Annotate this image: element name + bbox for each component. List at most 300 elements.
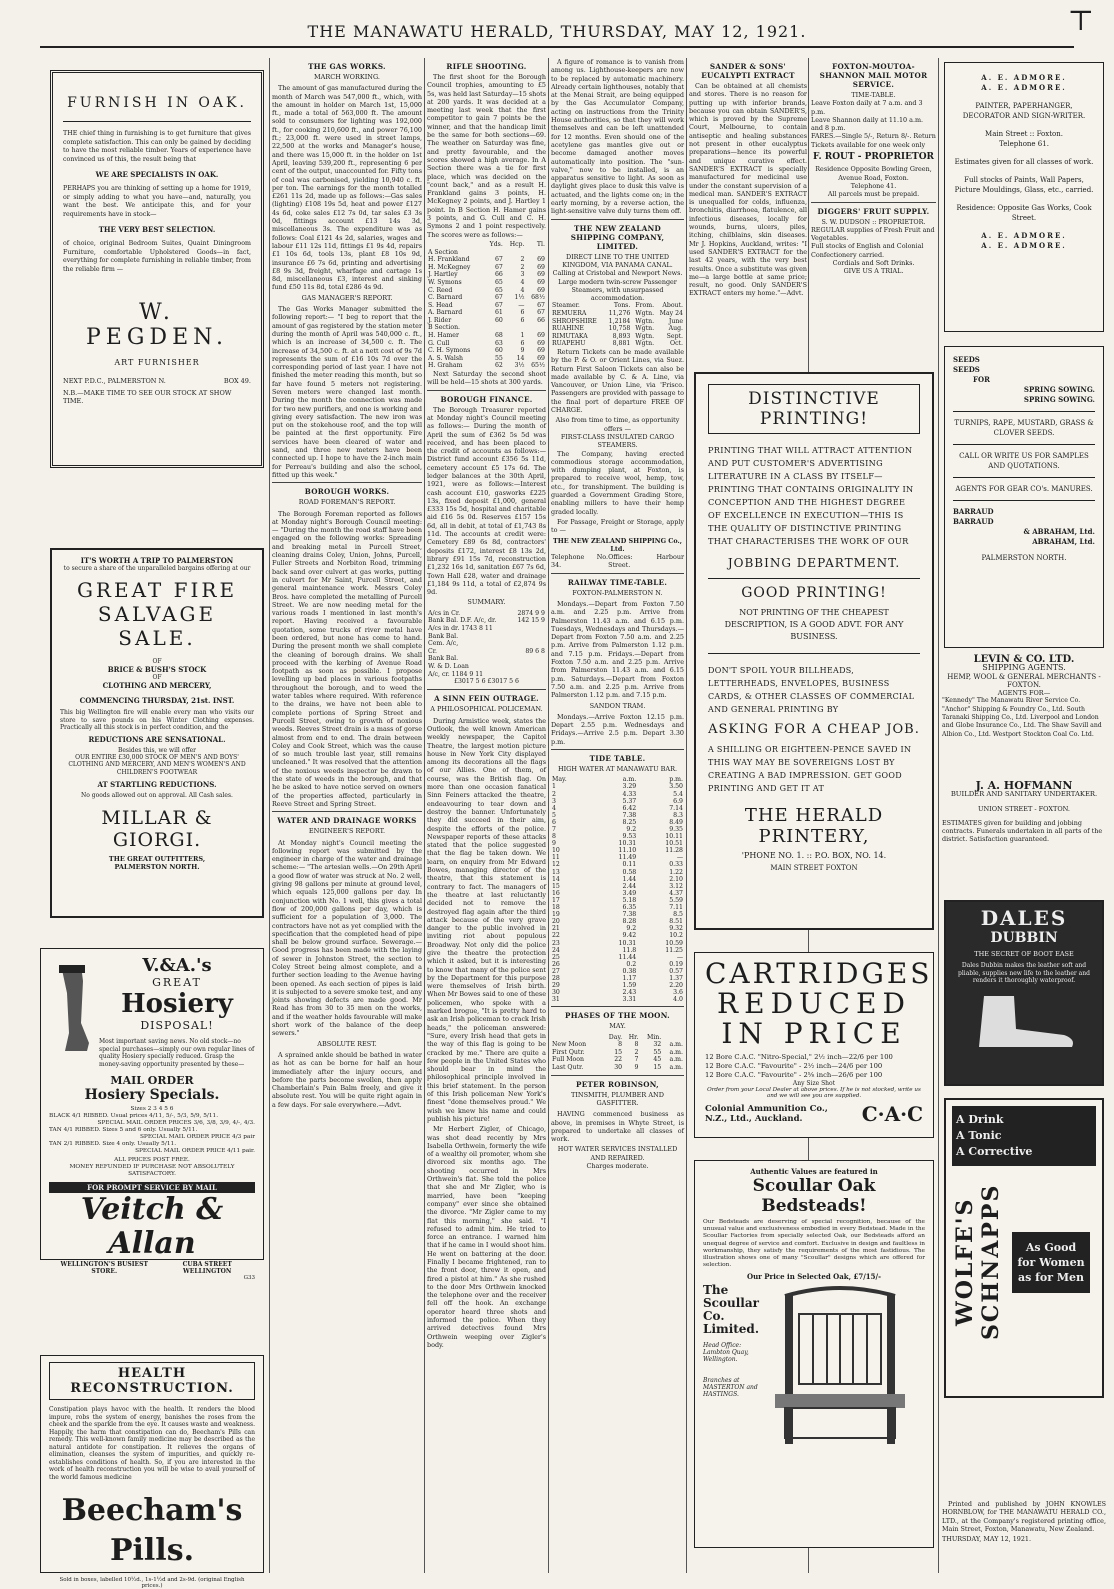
table-row: [551, 826, 684, 833]
table-cell: 17: [552, 896, 560, 904]
table-cell: 6: [520, 316, 525, 324]
article-paragraph: At Monday night's Council meeting the following report was submitted by the engineer in charge of the water and drainage scheme:— "The artesian wells.—On 29th April a good flow of water was struck at No. 2 well, giving 98 gallons per minute at ground level, which equals 125,000 gallons per day. In conjunction with No. 1 well, this gives a total flow of 200,000 gallons per day, which is sufficient for a population of 3,000. The contractors have not as yet complied with the specification that the completed head of pipe shall be below ground surface. Sewerage.—Good progress has been made with the laying of sewer in Johnston Street, the section to Coley Street being almost complete, and a further section leading to the Avenue having been opened. As each section of pipes is laid it is subjected to a severe smoke test, and any joints showing defects are made good. Mr Read has from 30 to 35 men on the works, and if the weather holds favourable will make short work of the balance of the deep sewers.": [272, 838, 422, 1038]
table-cell: 9: [520, 347, 525, 355]
table-cell: 13: [552, 868, 560, 876]
table-cell: 3: [520, 271, 525, 279]
table-row: [551, 833, 684, 840]
table-row: [551, 968, 684, 975]
table-cell: H. McKegney: [428, 263, 471, 271]
table-row: [551, 1041, 684, 1049]
summary-total: £3017 5 6 £3017 5 6: [454, 678, 519, 686]
table-cell: 8.5: [673, 911, 683, 919]
table-cell: 55: [653, 1048, 662, 1056]
article-subheading: ROAD FOREMAN'S REPORT.: [298, 498, 396, 507]
table-cell: —: [676, 854, 683, 862]
table-cell: 0.33: [669, 861, 683, 869]
table-cell: 0.57: [669, 967, 683, 975]
hofmann-builder-ad: [942, 779, 1106, 886]
ad-title: Scoullar Oak Bedsteads!: [752, 1176, 876, 1216]
column-divider: [548, 58, 549, 1573]
table-cell: 16: [552, 889, 560, 897]
table-cell: 9.2: [626, 925, 637, 933]
table-cell: 9.2: [626, 826, 637, 833]
ad-paragraph: DON'T SPOIL YOUR BILLHEADS, LETTERHEADS, ENVELOPES, BUSINESS CARDS, & OTHER CLASSES OF COMMERCIAL AND GENERAL PRINTING BY: [708, 666, 915, 714]
table-cell: 7.38: [622, 811, 637, 819]
table-cell: 68: [494, 332, 503, 340]
table-cell: C. H. Symons: [428, 347, 471, 355]
ad-title: SALVAGE SALE.: [97, 602, 217, 650]
table-cell: J. Rider: [428, 316, 452, 324]
ad-text: OUR ENTIRE £30,000 STOCK OF MEN'S AND BOYS' CLOTHING AND MERCERY, AND MEN'S WOMEN'S AND CHILDREN'S FOOTWEAR: [68, 753, 246, 776]
table-cell: 6.9: [673, 797, 683, 805]
table-row: [427, 271, 546, 279]
table-cell: —: [518, 301, 525, 309]
ad-subhead: SPRING SOWING.: [1023, 385, 1095, 394]
table-cell: 6.35: [622, 904, 637, 912]
firm-name: The Scoullar Co. Limited.: [703, 1283, 759, 1337]
price-line: SPECIAL MAIL ORDER PRICES 3/6, 3/8, 3/9, 4/-, 4/3.: [97, 1120, 255, 1126]
table-cell: 3.49: [622, 889, 637, 897]
firm-name: W. PEGDEN.: [86, 300, 228, 350]
table-cell: 1.44: [622, 875, 637, 883]
table-cell: Tl.: [536, 240, 545, 248]
table-row: [427, 241, 546, 249]
table-cell: RUAPEHU: [552, 340, 586, 348]
table-cell: 22: [614, 1056, 623, 1064]
ad-text: Main Street :: Foxton.: [985, 130, 1063, 138]
masthead: [0, 0, 1114, 56]
article-paragraph: The first shoot for the Borough Council trophies, amounting to £5 5s, was held last Saturday—15 shots at 200 yards. It was decided at a meeting last week that the first competitor to gain 7 points be the winner, and that the handicap limit be the same for both sections—69. The weather on Saturday was fine, and pretty favourable, and the scores showed a high average. In A Section there was a tie for first place, which was decided on the "count back," and as a result H. Frankland gains 3 points, H. McKegney 2 points, and J. Hartley 1 point. In B Section H. Hamer gains 3 points, and G. Cull and C. H. Symons 2 and 1 point respectively. The scores were as follows:—: [427, 73, 546, 239]
ad-title: A Tonic: [956, 1129, 1002, 1142]
column-divider: [269, 58, 270, 1573]
table-cell: 69: [537, 271, 545, 279]
firm-name: MILLAR & GIORGI.: [101, 806, 213, 851]
table-cell: p.m.: [669, 776, 683, 784]
table-row: [551, 932, 684, 939]
ad-text: TIME-TABLE.: [851, 91, 896, 99]
table-cell: 65½: [531, 362, 545, 370]
article-subheading: FOXTON-PALMERSTON N.: [572, 588, 663, 597]
table-row: [551, 333, 684, 341]
ad-title: FURNISH IN OAK.: [67, 95, 247, 111]
ad-brand: V.&A.'s: [142, 955, 212, 976]
ad-title: SANDER & SONS' EUCALYPTI EXTRACT: [701, 62, 795, 80]
table-cell: 4: [520, 286, 525, 294]
table-row: [427, 610, 546, 618]
article-subheading: ENGINEER'S REPORT.: [308, 827, 386, 836]
imprint-date: THURSDAY, MAY 12, 1921.: [942, 1535, 1031, 1544]
table-cell: 60: [494, 347, 503, 355]
table-cell: Tons.: [613, 302, 631, 310]
ad-lead: Authentic Values are featured in: [750, 1167, 878, 1176]
brand-name: WOLFE'S SCHNAPPS: [952, 1183, 1004, 1341]
ad-paragraph: Can be obtained at all chemists and stores. There is no reason for putting up with inferior brands, because you can obtain SANDER'S, which is proved by the Supreme Court, Melbourne, to contain antiseptic and healing substances not present in other eucalyptus preparations—hence its powerful and unique curative effect. SANDER'S EXTRACT is specially manufactured for medicinal use under the constant supervision of a medical man. SANDER'S EXTRACT is unequalled for colds, influenza, bronchitis, diarrhoea, flatulence, all infectious diseases, locally for wounds, burns, ulcers, piles, itching, chilblains, skin diseases. Mr J. Hopkins, Auckland, writes: "I used SANDER'S EXTRACT for the last 42 years, with the very best results. Once a substitute was given me—a large bottle at same price; result, no good. Only SANDER'S EXTRACT enters my home."—Advt.: [689, 82, 807, 298]
table-row: [551, 925, 684, 932]
table-cell: 69: [537, 339, 545, 347]
firm-name: A. E. ADMORE.: [981, 241, 1067, 250]
ad-text: Any Size Shot: [792, 1080, 836, 1087]
ad-text: REGULAR supplies of Fresh Fruit and Vegetables.: [811, 225, 935, 243]
article-paragraph: For Passage, Freight or Storage, apply to —: [551, 517, 684, 535]
article-paragraph: Mr Herbert Zigler, of Chicago, was shot dead recently by Mrs Isabella Orthwein, formerly the wife of a wealthy oil promoter, whom she divorced six months ago. The shooting occurred in Mrs Orthwein's flat. She told the police that she and Mr Zigler, who is married, have been "keeping company" ever since she obtained the divorce. "Mr Zigler came to my flat this morning," she said. "I refused to admit him. He tried to force an entrance. I warned him that if he came in I would shoot him. He went on battering at the door. Finally I became frightened, ran to the front door, threw it open, and fired a pistol at him." As she rushed to the door Mrs Orthwein knocked the telephone over and the receiver fell off the hook. An exchange operator heard three shots and informed the police. When they arrived detectives found Mrs Orthwein weeping over Zigler's body.: [427, 1125, 547, 1349]
ad-subhead: JOBBING DEPARTMENT.: [727, 556, 901, 570]
shipping-ports: Calling at Cristobal and Newport News.: [552, 269, 683, 278]
firm-trade: ART FURNISHER: [114, 358, 200, 367]
table-cell: 0.11: [622, 861, 637, 869]
shipping-route: DIRECT LINE TO THE UNITED KINGDOM, VIA PANAMA CANAL.: [562, 252, 673, 269]
table-cell: 6: [552, 818, 556, 826]
table-cell: a.m.: [669, 1048, 683, 1056]
table-cell: Wgtn.: [635, 340, 655, 348]
table-row: [427, 279, 546, 287]
masthead-rule: [40, 46, 1074, 48]
ad-date: COMMENCING THURSDAY, 21st. INST.: [79, 696, 235, 705]
table-cell: 7: [634, 1056, 639, 1064]
table-row: [551, 897, 684, 904]
table-cell: 65: [494, 286, 503, 294]
article-text: Also from time to time, as opportunity offers —: [555, 416, 680, 433]
moon-phases-table: [551, 1034, 684, 1072]
ad-band: FOR PROMPT SERVICE BY MAIL: [49, 1182, 255, 1193]
table-cell: 21: [552, 925, 560, 933]
ad-text: Besides this, we will offer: [117, 746, 197, 754]
ad-text: Residence Opposite Bowling Green, Avenue Road, Foxton.: [815, 165, 932, 182]
ad-text: PALMERSTON NORTH.: [981, 554, 1067, 562]
ad-paragraph: This big Wellington fire will enable every man who visits our store to save pounds on his Winter Clothing expenses. Practically all this stock is in perfect condition, and the: [60, 709, 254, 732]
table-cell: 23: [552, 939, 560, 947]
table-cell: C. Barnard: [428, 294, 463, 302]
tide-table: [551, 776, 684, 1003]
ad-note: N.B.—MAKE TIME TO SEE OUR STOCK AT SHOW TIME.: [63, 389, 232, 405]
ad-subhead: SHIPPING AGENTS.: [982, 663, 1066, 673]
price-line: SPECIAL MAIL ORDER PRICE 4/11 pair.: [135, 1148, 255, 1154]
article-heading: THE NEW ZEALAND SHIPPING COMPANY, LIMITED.: [570, 223, 665, 251]
ad-paragraph: Constipation plays havoc with the health. It renders the blood impure, robs the system of energy, banishes the roses from the cheek and the sparkle from the eye. It causes waste and weakness. Happily, the harm that constipation can do, Beecham's Pills can remedy. This well-known family medicine may be described as the natural antidote for constipation. It relieves the organs of elimination, cleanses the system of impurities, and quickly re-establishes conditions of health. So, if you are interested in the work of health reconstruction you will be wise to avail yourself of the world famous medicine: [49, 1406, 255, 1481]
article-paragraph: The Gas Works Manager submitted the following report:— "I beg to report that the amount of gas registered by the station meter during the month of April was 540,000 c. ft., which is an increase of 34,500 c. ft. The increase of 34,500 c. ft. at a nett cost of 9s 7d represents the sum of £16 10s 7d over the corresponding period of last year. I have not finished the meter reading this month, but so far have found 5 meters not registering. Seven meters were changed last month. During the month the connection was made for two new purifiers, and one is working and giving every satisfaction. The new iron was put on the stokehouse roof, and the top will be painted at the first opportunity. Fire services have been cleared of water and sand, and three new meters have been connected up. I hope to have the 2-inch main for Perreau's building and also the school, fitted up this week.": [272, 305, 422, 479]
ad-paragraph: ESTIMATES given for building and jobbing contracts. Funerals undertaken in all parts of the district. Satisfaction guaranteed.: [942, 818, 1103, 844]
table-cell: Bank Bal.: [428, 655, 459, 663]
ad-text: ALL PRICES POST FREE.: [114, 1157, 190, 1163]
table-cell: 2.43: [622, 989, 637, 997]
table-cell: a.m.: [622, 776, 637, 784]
table-cell: 5.37: [622, 797, 637, 805]
table-cell: 61: [494, 309, 503, 317]
table-cell: 14: [552, 875, 560, 883]
ad-text: BRICE & BUSH'S STOCK: [107, 665, 207, 674]
table-cell: 9.32: [669, 925, 683, 933]
table-cell: 11.25: [665, 946, 683, 954]
table-cell: 65: [494, 278, 503, 286]
ad-text: Branches at MASTERTON and HASTINGS.: [703, 1377, 758, 1399]
table-cell: 69: [537, 332, 545, 340]
table-row: [551, 904, 684, 911]
table-cell: Cem. A/c,: [428, 640, 459, 648]
table-cell: Day.: [608, 1033, 623, 1041]
table-cell: H. Frankland: [428, 256, 470, 264]
table-cell: H. Graham: [428, 362, 463, 370]
table-cell: 0.58: [622, 868, 637, 876]
ad-code: G33: [243, 1275, 255, 1281]
article-paragraph: The Borough Foreman reported as follows at Monday night's Borough Council meeting:— "During the month the road staff have been engaged on the following works: Spreading and breaking metal in Purcell Street, cleaning drains Coley, Union, Johns, Purcell, Fuller Streets and Norbiton Road, trimming back sand over culvert at gas works, putting in culvert for Mr Saint, Purcell Street, and general maintenance work. Messrs Coley Bros. have completed the metalling of Purcell Street. We are now needing metal for the various roads I mentioned in last month's report. Having received a favourable quotation, some trucks of river metal have been ordered, but none has come to hand. During the present month we shall complete the cleaning of borough drains. We shall proceed with the kerbing of Avenue Road footpath as soon as possible. I propose levelling up bad places in various footpaths throughout the borough, and to weed the water tables where required. With reference to the drains, we have not been able to complete portions of Spring Street and Purcell Street, owing to growth of noxious weeds. Reeves Street drain is a mass of gorse almost from end to end. The drain between Coley and Cook Street, which was the cause of so much trouble last year, still remains uncleaned." It was resolved that the attention of the noxious weeds inspector be drawn to the state of weeds in the borough, and that he be asked to have notice served on owners of the properties affected, particularly in Reeve Street and Spring Street.: [272, 509, 422, 808]
table-cell: 2874 9 9: [517, 609, 545, 617]
article-heading: WATER AND DRAINAGE WORKS: [277, 816, 417, 826]
firm-address: NEXT P.D.C., PALMERSTON N.: [63, 377, 166, 385]
table-cell: 67: [494, 263, 503, 271]
ad-subhead: AT STARTLING REDUCTIONS.: [97, 779, 217, 789]
table-cell: A. Barnard: [428, 309, 463, 317]
ad-text: Cordials and Soft Drinks.: [832, 259, 915, 268]
table-row: [427, 617, 546, 625]
table-cell: J. Hartley: [428, 271, 458, 279]
ad-paragraph: PERHAPS you are thinking of setting up a home for 1919, or simply adding to what you have—and, naturally, you want the best. We anticipate this, and for your requirements have in stock—: [63, 185, 251, 218]
article-paragraph: Mondays.—Depart from Foxton 7.50 a.m. and 2.25 p.m. Arrive from Palmerston 11.43 a.m. and 6.15 p.m. Tuesdays, Wednesdays and Thursdays.—Depart from Foxton 7.50 a.m. and 2.25 p.m. Arrive from Palmerston 1.12 p.m. and 7.15 p.m. Fridays.—Depart from Foxton 7.50 a.m. and 2.25 p.m. Arrive from Palmerston 11.43 a.m. and 6.15 p.m. Saturdays.—Depart from Foxton 7.50 a.m. and 2.25 p.m. Arrive from Palmerston 1.12 p.m. and 7.15 p.m.: [551, 600, 684, 700]
table-cell: 1,2184: [608, 317, 631, 325]
ad-text: FOR: [973, 375, 990, 384]
table-cell: 26: [552, 960, 560, 968]
table-cell: 14: [516, 354, 525, 362]
table-cell: 4.37: [669, 889, 683, 897]
table-cell: 8.49: [669, 818, 683, 826]
ad-slogan: As Good for Women as for Men: [1012, 1232, 1090, 1293]
table-row: [427, 347, 546, 355]
table-row: [551, 798, 684, 805]
ad-text: FARES.—Single 5/-, Return 8/-. Return Tickets available for one week only: [811, 132, 936, 149]
table-cell: G. Cull: [428, 339, 450, 347]
table-cell: [511, 625, 546, 633]
table-cell: Aug.: [668, 325, 683, 333]
table-cell: 69: [537, 278, 545, 286]
table-cell: Hr.: [628, 1033, 639, 1041]
table-cell: a.m.: [669, 1064, 683, 1072]
ad-text: CLOTHING AND MERCERY,: [102, 681, 212, 690]
table-cell: Bank Bal. D.F. A/c, dr.: [428, 617, 497, 625]
table-cell: 0.2: [626, 960, 637, 968]
ad-text: OF: [152, 674, 162, 681]
article-subheading: GAS MANAGER'S REPORT.: [301, 293, 393, 302]
article-text: HOT WATER SERVICES INSTALLED AND REPAIRED.: [557, 1145, 678, 1162]
table-cell: 66: [537, 316, 545, 324]
article-paragraph: During Armistice week, states the Outlook, the well known American weekly newspaper, the Capitol Theatre, the largest motion picture house in New York City displayed among its decorations all the flags of our Allies. One of them, of course, was the British flag. On more than one occasion fanatical Sinn Feiners attacked the theatre, endeavouring to tear down and destroy the banner. Unfortunately they did succeed in their aim, despite the efforts of the police. Newspaper reports of these attacks stated that the police suggested that the flag be taken down. We learn, on enquiry from Mr Edward Bowes, managing director of the theatre, that this statement is contrary to fact. The managers of the theatre at last reluctantly decided not to remove the destroyed flag again after the third attack because of the very grave danger to the public involved in inviting riot about populous Broadway. Not only did the police give the theatre the protection which it asked, but it is interesting to know that many of the police sent by the Department for this purpose were themselves of Irish birth. When Mr Bowes said to one of these policemen, who spoke with a marked brogue, "It is pretty hard to ask an Irish policeman to crack Irish heads," the policeman answered: "Sure, every Irish head that gets in the way of this flag is going to be cracked by me." There are quite a few people in the United States who should bear in mind the philosophical principle involved in this brief statement. In the person of this Irish policeman New York's finest "done themselves proud." We wish we knew his name and could publish his picture!: [427, 716, 546, 1123]
ad-title: REDUCED: [717, 987, 911, 1020]
table-cell: 31: [552, 996, 560, 1004]
table-cell: 1: [520, 332, 525, 340]
cartridges-ad: [694, 952, 934, 1138]
ad-paragraph: Most important saving news. No old stock—no special purchases—simply our own regular lines of quality Hosiery specially reduced. Grasp the money-saving opportunity presented by these—: [99, 1038, 255, 1068]
table-row: [551, 847, 684, 854]
column-divider: [686, 58, 687, 1573]
table-cell: 11.10: [618, 847, 637, 855]
table-row: [551, 954, 684, 961]
table-cell: 45: [653, 1056, 662, 1064]
ad-text: S. W. DUDSON :: PROPRIETOR.: [821, 217, 926, 226]
table-cell: [511, 633, 546, 641]
article-paragraph: HAVING commenced business as above, in premises in Whyte Street, is prepared to undertake all classes of work.: [551, 1110, 684, 1144]
ad-title: DALES: [980, 906, 1068, 930]
table-cell: 18: [552, 904, 560, 912]
seeds-ad: [944, 346, 1104, 648]
article-subheading: SANDON TRAM.: [589, 701, 646, 710]
table-cell: 6.42: [622, 804, 637, 812]
price-line: 12 Bore C.A.C. "Favourite" - 2½ inch—24/6 per 100: [705, 1062, 883, 1070]
table-cell: 8: [634, 1041, 639, 1049]
table-cell: Wgtn.: [635, 325, 655, 333]
ad-text: Leave Shannon daily at 11.10 a.m. and 8 p.m.: [811, 115, 924, 133]
firm-name: A. E. ADMORE.: [981, 73, 1067, 82]
table-cell: 10,758: [608, 325, 631, 333]
ad-text: DISPOSAL!: [140, 1019, 214, 1032]
ad-title: SEEDS: [953, 365, 980, 374]
ad-text: 'PHONE NO. 1. :: P.O. BOX, NO. 14.: [741, 851, 887, 860]
table-cell: [427, 241, 484, 249]
table-cell: Cr.: [428, 647, 437, 655]
table-cell: Min.: [646, 1033, 662, 1041]
table-row: [551, 1049, 684, 1057]
boot-icon: [954, 991, 1094, 1051]
table-cell: 30: [614, 1064, 623, 1072]
firm-name: ABRAHAM, Ltd.: [1032, 537, 1095, 546]
ad-text: Full stocks of English and Colonial Confectionery carried.: [811, 242, 924, 259]
table-cell: S. Head: [428, 301, 453, 309]
table-row: [551, 1056, 684, 1064]
table-cell: 1: [552, 783, 556, 791]
table-cell: 27: [552, 967, 560, 975]
levin-shipping-ad: [942, 656, 1106, 766]
table-cell: Yds.: [489, 240, 503, 248]
table-cell: 142 15 9: [517, 617, 545, 625]
article-paragraph: Mondays.—Arrive Foxton 12.15 p.m. Depart 2.55 p.m. Wednesdays and Fridays.—Arrive 2.5 p.m. Depart 3.30 p.m.: [551, 712, 684, 746]
ad-title: FOXTON-MOUTOA-SHANNON MAIL MOTOR SERVICE.: [819, 62, 928, 89]
table-cell: 55: [494, 354, 503, 362]
article-paragraph: Return Tickets can be made available by the P. & O. or Orient Lines, via Suez. Return First Saloon Tickets can also be made available by C. & A. Line, via Vancouver, or Union Line, via 'Frisco. Passengers are provided with passage to the final port of departure FREE OF CHARGE.: [551, 347, 684, 415]
table-cell: 9: [634, 1064, 639, 1072]
agent-name: THE NEW ZEALAND SHIPPING Co., Ltd.: [552, 536, 682, 553]
table-cell: 8,893: [612, 332, 631, 340]
table-row: [551, 812, 684, 819]
table-row: [427, 663, 546, 671]
table-cell: 67: [494, 301, 503, 309]
ad-text: OF: [152, 658, 162, 665]
table-cell: June: [668, 317, 683, 325]
price-line: TAN 2/1 RIBBED. Size 4 only. Usually 5/11.: [49, 1141, 177, 1147]
ad-title: A Corrective: [956, 1145, 1033, 1158]
table-cell: 5: [552, 811, 556, 819]
shipping-note: Large modern twin-screw Passenger Steamers, with unsurpassed accommodation.: [558, 277, 677, 303]
ad-title: IN PRICE: [721, 1017, 907, 1050]
ad-subhead: BUILDER AND SANITARY UNDERTAKER.: [950, 790, 1098, 799]
table-cell: [511, 671, 546, 679]
ad-paragraph: Dales Dubbin makes the leather soft and pliable, supplies new life to the leather and renders it thoroughly waterproof.: [958, 962, 1090, 984]
firm-name: THE HERALD PRINTERY,: [744, 805, 884, 847]
ad-text: HEMP, WOOL & GENERAL MERCHANTS - FOXTON.: [947, 672, 1101, 689]
table-cell: 62: [494, 362, 503, 370]
table-cell: 60: [494, 316, 503, 324]
table-row: [427, 671, 546, 679]
ad-title: LEVIN & CO. LTD.: [973, 654, 1075, 665]
furnish-in-oak-ad: [50, 70, 264, 468]
table-cell: New Moon: [552, 1041, 587, 1049]
table-row: [551, 861, 684, 868]
table-cell: 3.29: [622, 783, 637, 791]
table-cell: 15: [614, 1048, 623, 1056]
table-cell: H. Hamer: [428, 332, 459, 340]
table-cell: 0.19: [669, 960, 683, 968]
dales-dubbin-ad: [944, 900, 1104, 1086]
table-cell: 9.53: [622, 833, 637, 841]
table-cell: 8.25: [622, 818, 637, 826]
article-heading: BOROUGH WORKS.: [304, 487, 390, 497]
table-cell: 12: [552, 861, 560, 869]
table-cell: 6: [520, 339, 525, 347]
table-row: [551, 989, 684, 996]
ad-subhead: GOOD PRINTING!: [741, 585, 887, 601]
table-row: [427, 287, 546, 295]
table-cell: 8.28: [622, 918, 637, 926]
firm-trade: PAINTER, PAPERHANGER, DECORATOR AND SIGN-WRITER.: [962, 102, 1086, 120]
ad-subhead: MAIL ORDER: [110, 1074, 194, 1087]
table-cell: 11.28: [665, 847, 683, 855]
ad-paragraph: A SHILLING OR EIGHTEEN-PENCE SAVED IN THIS WAY MAY BE SOVEREIGNS LOST BY CREATING A BAD IMPRESSION. GET GOOD PRINTING AND GET IT AT: [708, 745, 912, 793]
table-row: [427, 302, 546, 310]
ad-text: UNION STREET - FOXTON.: [977, 804, 1070, 813]
ad-text: WELLINGTON'S BUSIEST STORE.: [60, 1261, 148, 1275]
table-cell: 2: [552, 790, 556, 798]
table-cell: 10.59: [665, 939, 683, 947]
ad-title: SEEDS: [953, 355, 980, 364]
cac-logo: C·A·C: [861, 1102, 923, 1126]
table-row: [427, 309, 546, 317]
ad-text: TURNIPS, RAPE, MUSTARD, GRASS & CLOVER SEEDS.: [954, 419, 1094, 437]
table-cell: —: [676, 953, 683, 961]
table-cell: 19: [552, 911, 560, 919]
table-cell: 68½: [531, 294, 545, 302]
table-row: [427, 362, 546, 370]
ad-text: Telephone 61.: [999, 140, 1049, 148]
table-cell: 3: [552, 797, 556, 805]
table-cell: 8,881: [612, 340, 631, 348]
price-line: 12 Bore C.A.C. "Nitro-Special," 2½ inch—22/6 per 100: [705, 1053, 893, 1061]
article-heading: RAILWAY TIME-TABLE.: [567, 577, 668, 587]
beechams-pills-ad: [40, 1355, 264, 1589]
table-cell: 5.59: [669, 896, 683, 904]
ad-text: CUBA STREET WELLINGTON: [182, 1261, 232, 1275]
table-cell: 11: [552, 854, 560, 862]
corner-mark-icon: ⊤: [1067, 4, 1094, 37]
ad-title: GREAT FIRE: [76, 578, 238, 602]
ad-text: Full stocks of Paints, Wall Papers, Picture Mouldings, Glass, etc., carried.: [954, 176, 1094, 194]
table-cell: 3½: [514, 362, 525, 370]
table-row: [427, 625, 546, 633]
table-cell: W. & D. Loan: [428, 662, 469, 670]
table-cell: 3.12: [669, 882, 683, 890]
ad-text: AGENTS FOR GEAR CO's. MANURES.: [955, 485, 1093, 493]
table-cell: [511, 663, 546, 671]
table-cell: 10: [552, 847, 560, 855]
table-row: [551, 876, 684, 883]
table-cell: a.m.: [669, 1056, 683, 1064]
table-cell: 11.8: [622, 946, 637, 954]
table-cell: 0.38: [622, 967, 637, 975]
table-cell: 5.18: [622, 896, 637, 904]
article-paragraph: A figure of romance is to vanish from among us. Lighthouse-keepers are now to be replaced by automatic machinery. Already certain lighthouses, notably that at the Menai Strait, are being equipped by the Gas Accumulator Company, acting on instructions from the Trinity House authorities, so that they will work themselves and can be left unattended for 12 months. Even should one of the acetylene gas mantles give out or become damaged another moves automatically into position. The "sun-valve," now to be installed, is an apparatus sensitive to light. As soon as daylight gives place to dusk this valve is actuated, and the lights come on; in the early morning, by a reverse action, the light-sensitive valve duly turns them off.: [551, 58, 684, 216]
table-cell: 7.11: [669, 904, 683, 912]
fire-salvage-sale-ad: [50, 548, 264, 918]
table-cell: 2.20: [669, 982, 683, 990]
table-row: [551, 947, 684, 954]
ad-title: DUBBIN: [990, 930, 1058, 946]
table-row: [551, 302, 684, 310]
table-row: [551, 911, 684, 918]
wolfes-schnapps-ad: [944, 1098, 1104, 1398]
